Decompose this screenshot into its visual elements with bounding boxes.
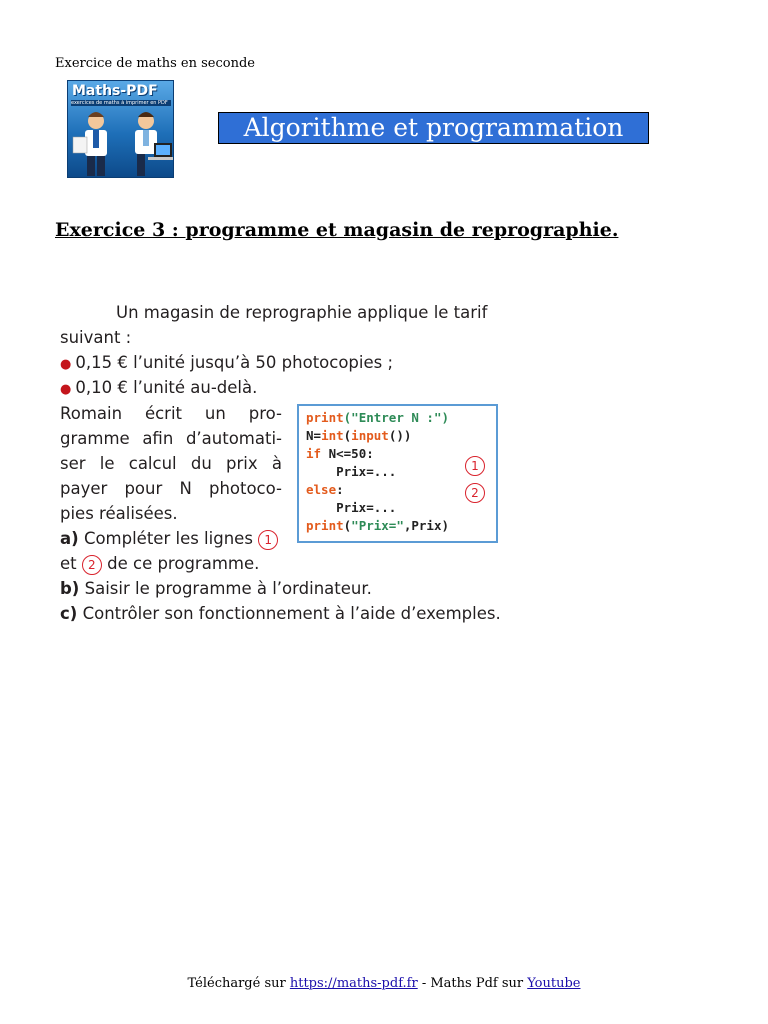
logo-brand: Maths-PDF bbox=[72, 83, 158, 99]
code-line: Prix=... bbox=[306, 464, 397, 479]
footer-prefix: Téléchargé sur bbox=[187, 976, 290, 991]
code-line: if N<=50: bbox=[306, 446, 374, 461]
code-block bbox=[297, 404, 498, 543]
marker-2-icon: 2 bbox=[465, 483, 485, 503]
page-footer bbox=[0, 976, 768, 991]
footer-middle: - Maths Pdf sur bbox=[417, 976, 528, 991]
question-a-line-2: et 2 de ce programme. bbox=[60, 554, 260, 573]
question-b: b) Saisir le programme à l’ordinateur. bbox=[60, 579, 372, 598]
question-c: c) Contrôler son fonctionnement à l’aide d’exemples. bbox=[60, 604, 501, 623]
youtube-link[interactable]: Youtube bbox=[527, 976, 581, 991]
maths-pdf-logo bbox=[67, 80, 174, 178]
logo-illustration bbox=[68, 107, 174, 178]
header-subtitle: Exercice de maths en seconde bbox=[55, 56, 255, 71]
question-a-line-1: a) Compléter les lignes 1 bbox=[60, 529, 278, 550]
marker-2-icon: 2 bbox=[82, 555, 102, 575]
exercise-heading: Exercice 3 : programme et magasin de reprographie. bbox=[55, 219, 619, 241]
paragraph-line: ser le calcul du prix à bbox=[60, 454, 282, 473]
page-title: Algorithme et programmation bbox=[218, 112, 649, 144]
code-line: print("Entrer N :") bbox=[306, 410, 449, 425]
intro-line-2: suivant : bbox=[60, 328, 132, 347]
bullet-item: ● 0,10 € l’unité au-delà. bbox=[60, 378, 258, 397]
paragraph-line: Romain écrit un pro- bbox=[60, 404, 282, 423]
logo-tagline: exercices de maths à imprimer en PDF bbox=[71, 100, 171, 106]
paragraph-line: payer pour N photoco- bbox=[60, 479, 282, 498]
intro-line-1: Un magasin de reprographie applique le tarif bbox=[116, 303, 488, 322]
code-line: N=int(input()) bbox=[306, 428, 412, 443]
bullet-dot-icon: ● bbox=[60, 382, 72, 397]
code-line: Prix=... bbox=[306, 500, 397, 515]
bullet-dot-icon: ● bbox=[60, 357, 72, 372]
marker-1-icon: 1 bbox=[465, 456, 485, 476]
paragraph-line: pies réalisées. bbox=[60, 504, 178, 523]
marker-1-icon: 1 bbox=[258, 530, 278, 550]
code-line: else: bbox=[306, 482, 344, 497]
maths-pdf-link[interactable]: https://maths-pdf.fr bbox=[289, 976, 418, 991]
paragraph-line: gramme afin d’automati- bbox=[60, 429, 282, 448]
code-line: print("Prix=",Prix) bbox=[306, 518, 450, 533]
bullet-item: ● 0,15 € l’unité jusqu’à 50 photocopies ; bbox=[60, 353, 394, 372]
